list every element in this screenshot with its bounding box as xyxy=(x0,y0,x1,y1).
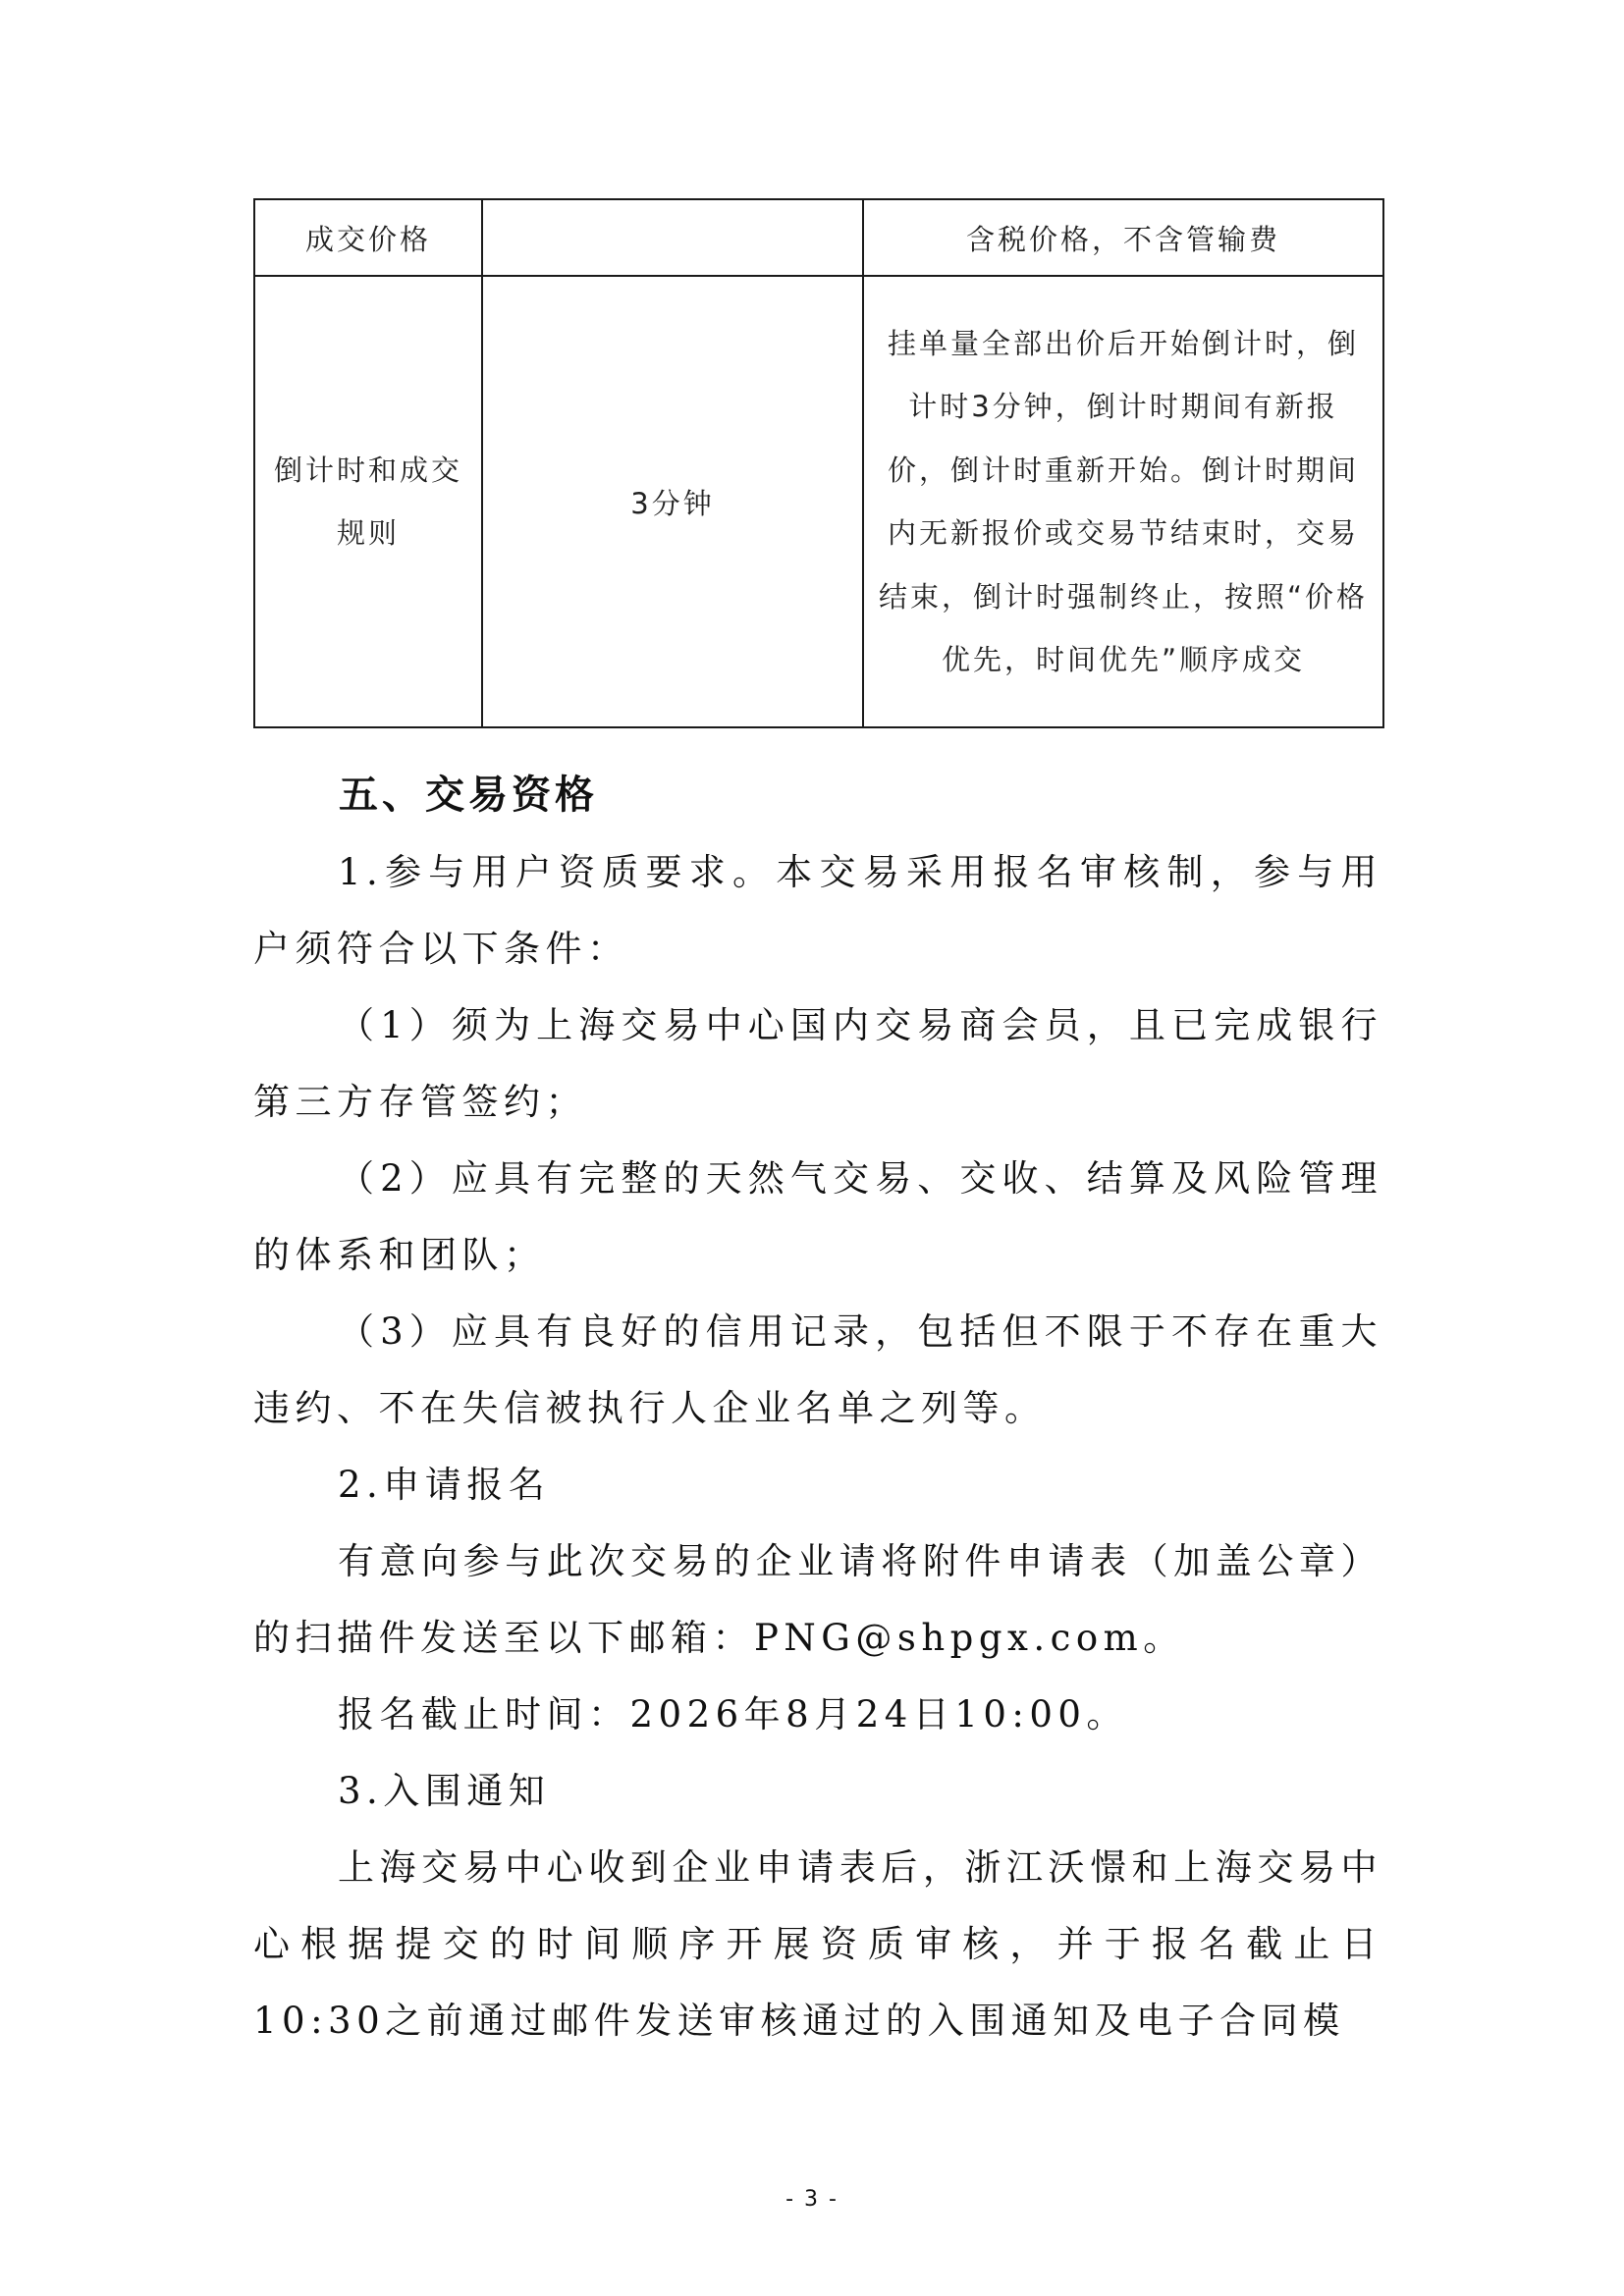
paragraph-eligibility-requirements: 1.参与用户资质要求。本交易采用报名审核制，参与用户须符合以下条件： xyxy=(253,851,1382,970)
table-cell-value xyxy=(482,199,863,276)
paragraph-condition-2: （2）应具有完整的天然气交易、交收、结算及风险管理的体系和团队； xyxy=(253,1157,1382,1276)
paragraph-condition-3: （3）应具有良好的信用记录，包括但不限于不存在重大违约、不在失信被执行人企业名单之列等。 xyxy=(253,1310,1382,1429)
table-cell-label: 倒计时和成交规则 xyxy=(254,276,482,727)
paragraph-condition-1: （1）须为上海交易中心国内交易商会员，且已完成银行第三方存管签约； xyxy=(253,1004,1382,1123)
paragraph-apply-heading: 2.申请报名 xyxy=(338,1464,551,1506)
page-number: - 3 - xyxy=(785,2187,839,2212)
trading-rules-table xyxy=(253,198,1384,728)
paragraph-apply-instructions: 有意向参与此次交易的企业请将附件申请表（加盖公章）的扫描件发送至以下邮箱：PNG@shpgx.com。 xyxy=(253,1540,1382,1659)
paragraph-notice-heading: 3.入围通知 xyxy=(338,1770,551,1812)
table-cell-note: 含税价格，不含管输费 xyxy=(863,199,1383,276)
paragraph-notice-details: 上海交易中心收到企业申请表后，浙江沃憬和上海交易中心根据提交的时间顺序开展资质审核，并于报名截止日10:30之前通过邮件发送审核通过的入围通知及电子合同模 xyxy=(253,1846,1382,2042)
table-row xyxy=(254,276,1383,727)
table-cell-value: 3分钟 xyxy=(482,276,863,727)
table-cell-label: 成交价格 xyxy=(254,199,482,276)
section-heading: 五、交易资格 xyxy=(339,773,598,818)
table-cell-note: 挂单量全部出价后开始倒计时，倒计时3分钟，倒计时期间有新报价，倒计时重新开始。倒计时期间内无新报价或交易节结束时，交易结束，倒计时强制终止，按照“价格优先，时间优先”顺序成交 xyxy=(863,276,1383,727)
paragraph-deadline: 报名截止时间：2026年8月24日10:00。 xyxy=(338,1693,1128,1735)
table-row xyxy=(254,199,1383,276)
